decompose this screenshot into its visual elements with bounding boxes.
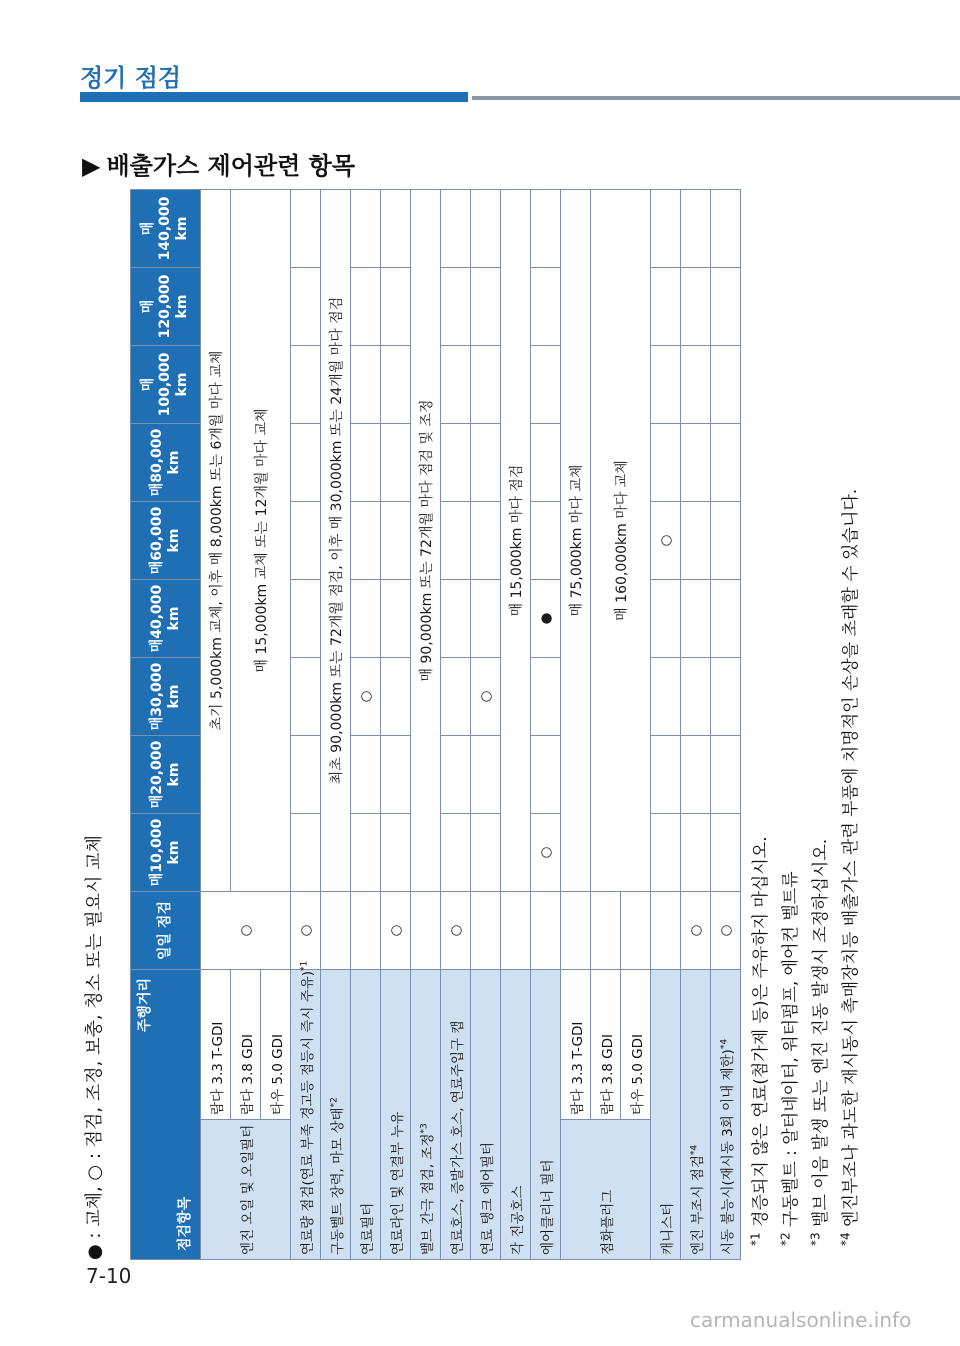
watermark: carmanualsonline.info [690, 1308, 912, 1332]
footnote: $^{*4}$ 엔진부조나 과도한 재시동시 촉매장치등 배출가스 관련 부품에 치명적인 손상을 초래할 수 있습니다. [838, 488, 861, 1246]
schedule-span: 매 75,000km 마다 교체 [561, 190, 591, 892]
table-header-row [131, 190, 201, 1260]
table-row [291, 190, 321, 1260]
header-rule [472, 96, 960, 100]
item-valve-clearance: 밸브 간극 점검, 조정$^{*3}$ [411, 970, 441, 1260]
table-row [351, 190, 381, 1260]
sub-item: 타우 5.0 GDI [621, 970, 651, 1120]
col-header: 매80,000 km [131, 424, 201, 502]
table-row [711, 190, 741, 1260]
col-header: 매60,000 km [131, 502, 201, 580]
col-header: 매100,000 km [131, 346, 201, 424]
maintenance-table [130, 189, 741, 1260]
header-accent-bar [80, 92, 468, 102]
col-header: 매140,000 km [131, 190, 201, 268]
table-row [561, 190, 591, 1260]
mark-check: ○ [441, 892, 471, 970]
item-air-cleaner: 에어클리너 필터 [531, 970, 561, 1260]
item-fuel-line: 연료라인 및 연결부 누유 [381, 970, 411, 1260]
col-header: 일일 점검 [131, 892, 201, 970]
sub-item: 람다 3.3 T-GDI [561, 970, 591, 1120]
sub-item: 타우 5.0 GDI [261, 970, 291, 1120]
item-spark-plug: 점화플러그 [561, 1120, 651, 1260]
mark-check: ○ [681, 892, 711, 970]
item-fuel-level: 연료량 점검(연료 부족 경고등 점등시 즉시 주유)$^{*1}$ [291, 970, 321, 1260]
footnote: $^{*1}$ 경증되지 않은 연료(첨가제 등)은 주유하지 마십시오. [748, 836, 771, 1246]
sub-item: 람다 3.8 GDI [591, 970, 621, 1120]
table-row [201, 190, 231, 1260]
mark-check: ○ [381, 892, 411, 970]
col-header: 매40,000 km [131, 580, 201, 658]
table-row [231, 190, 261, 1260]
mark-check: ○ [651, 502, 681, 580]
table-row [501, 190, 531, 1260]
triangle-icon: ▶ [82, 152, 101, 180]
schedule-span: 매 160,000km 마다 교체 [591, 190, 651, 892]
col-header: 매20,000 km [131, 736, 201, 814]
table-row [381, 190, 411, 1260]
table-row [321, 190, 351, 1260]
schedule-span: 초기 5,000km 교체, 이후 매 8,000km 또는 6개월 마다 교체 [201, 190, 231, 892]
col-header: 매120,000 km [131, 268, 201, 346]
mark-check: ○ [471, 658, 501, 736]
item-vacuum-hose: 각 진공호스 [501, 970, 531, 1260]
item-start-failure: 시동 불능시(재시동 3회 이내 제한)$^{*4}$ [711, 970, 741, 1260]
schedule-span: 매 15,000km 교체 또는 12개월 마다 교체 [231, 190, 291, 892]
sub-item: 람다 3.3 T-GDI [201, 970, 231, 1120]
schedule-span: 매 15,000km 마다 점검 [501, 190, 531, 892]
item-fuel-tank-air-filter: 연료 탱크 에어필터 [471, 970, 501, 1260]
footnote: $^{*3}$ 밸브 이음 발생 또는 엔진 진동 발생시 조정하십시오. [808, 838, 831, 1246]
mark-replace: ● [531, 580, 561, 658]
corner-distance-label: 주행거리 [137, 978, 153, 1033]
table-row [411, 190, 441, 1260]
mark-check: ○ [291, 892, 321, 970]
section-header: 정기 점검 [80, 64, 182, 92]
corner-item-label: 점검항목 [177, 1196, 193, 1251]
table-row [651, 190, 681, 1260]
schedule-span: 최초 90,000km 또는 72개월 점검, 이후 매 30,000km 또는 24개월 마다 점검 [321, 190, 351, 892]
table-row [471, 190, 501, 1260]
page-number: 7-10 [86, 1264, 132, 1288]
col-header: 매10,000 km [131, 814, 201, 892]
mark-check: ○ [351, 658, 381, 736]
item-engine-misfire: 엔진 부조시 점검$^{*4}$ [681, 970, 711, 1260]
legend: ● : 교체, ○ : 점검, 조정, 보충, 청소 또는 필요시 교체 [84, 835, 105, 1260]
table-corner [131, 970, 201, 1260]
item-engine-oil: 엔진 오일 및 오일필터 [201, 1120, 291, 1260]
section-title [82, 146, 355, 181]
mark-check: ○ [711, 892, 741, 970]
mark-check: ○ [201, 892, 291, 970]
footnote: $^{*2}$ 구동벨트 : 알터네이터, 워터펌프, 에어컨 벨트류 [778, 871, 801, 1246]
sub-item: 람다 3.8 GDI [231, 970, 261, 1120]
item-canister: 캐니스터 [651, 970, 681, 1260]
table-row [531, 190, 561, 1260]
table-row [681, 190, 711, 1260]
item-drive-belt: 구동벨트 장력, 마모 상태$^{*2}$ [321, 970, 351, 1260]
table-row [591, 190, 621, 1260]
rotated-content [80, 190, 880, 1260]
table-row [441, 190, 471, 1260]
item-fuel-hose: 연료호스, 증발가스 호스, 연료주입구 캡 [441, 970, 471, 1260]
schedule-span: 매 90,000km 또는 72개월 마다 점검 및 조정 [411, 190, 441, 892]
mark-check: ○ [531, 814, 561, 892]
section-title-text: 배출가스 제어관련 항목 [106, 152, 356, 180]
col-header: 매30,000 km [131, 658, 201, 736]
item-fuel-filter: 연료필터 [351, 970, 381, 1260]
